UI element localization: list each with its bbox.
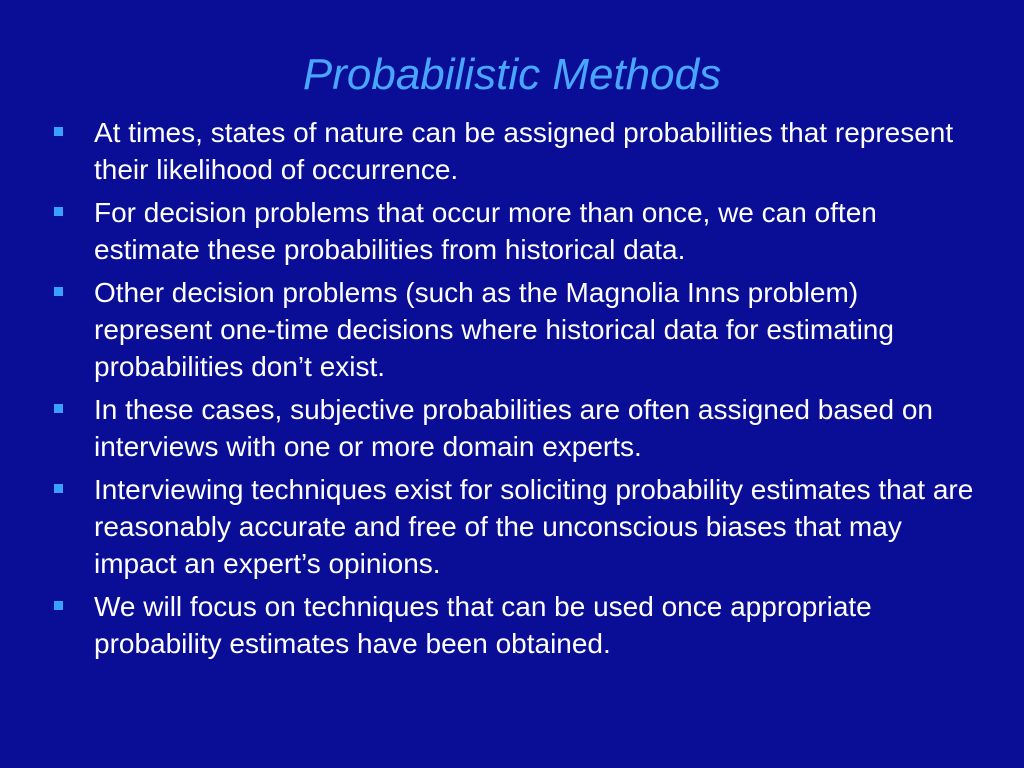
bullet-text: Interviewing techniques exist for soliciting probability estimates that are reasonably accurate and free of the unconscious biases that may impact an expert’s opinions. (94, 474, 974, 579)
square-bullet-icon (54, 404, 63, 413)
bullet-item (54, 391, 974, 465)
bullet-text: Other decision problems (such as the Magnolia Inns problem) represent one-time decisions where historical data for estimating probabilities don’t exist. (94, 277, 894, 382)
bullet-text: In these cases, subjective probabilities are often assigned based on interviews with one or more domain experts. (94, 394, 933, 462)
bullet-item (54, 471, 974, 582)
square-bullet-icon (54, 207, 63, 216)
square-bullet-icon (54, 484, 63, 493)
square-bullet-icon (54, 287, 63, 296)
bullet-text: At times, states of nature can be assigned probabilities that represent their likelihood of occurrence. (94, 117, 954, 185)
bullet-item (54, 588, 974, 662)
square-bullet-icon (54, 601, 63, 610)
bullet-item (54, 114, 974, 188)
bullet-item (54, 274, 974, 385)
bullet-text: For decision problems that occur more than once, we can often estimate these probabilities from historical data. (94, 197, 877, 265)
slide-title: Probabilistic Methods (302, 50, 722, 99)
bullet-item (54, 194, 974, 268)
bullet-text: We will focus on techniques that can be used once appropriate probability estimates have been obtained. (94, 591, 872, 659)
square-bullet-icon (54, 127, 63, 136)
bullet-list (54, 114, 974, 668)
